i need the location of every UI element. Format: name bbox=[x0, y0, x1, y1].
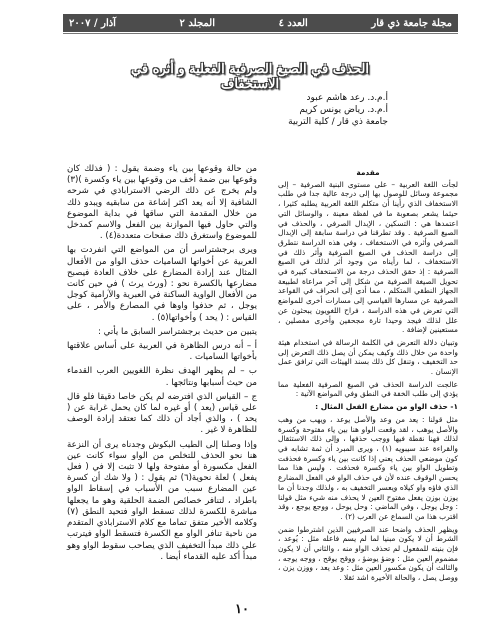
paragraph: من حالة وقوعها بين ياء وضمة يقول : ( فذلك كان وقوعها بين ضمة أخف من وقوعها بين ياء وكسرة )(٣) ولم يخرج عن ذلك الرضي الاستراباذي في شرحه الشافية إلا أنه يعد اكثر إشاعة من سابقيه ويبدو ذلك من خلال المقدمة التي ساقها في بداية الموضوع والتي حاول فيها الموازنة بين الفعل والاسم كمدخل للموضوع واستغرق ذلك صفحات متعددة(٤) . bbox=[67, 164, 257, 242]
list-item: ب – لم يظهر الهدف نظرة اللغويين العرب القدماء من حيث أسبابها ونتائجها . bbox=[67, 366, 257, 388]
paragraph: ويظهر الحذف واضحا عند الصرفيين الذين اشترطوا ضمن الشرط أن لا يكون مبنيا لما لم يسم فاعله مثل : يُوعد ، فإن بنيته للمفعول لم تحذف الواو منه ، والثاني أن لا يكون مضموم العين مثل : وضؤ يوضؤ ، ووقح يوقح ، ووجه يوجه ، والثالث أن يكون مكسور العين مثل : وعد يعد ، ووزن يزن ، ووصل يصل ، والحالة الأخيرة اشد ثقلا . bbox=[278, 524, 458, 583]
right-column bbox=[278, 164, 458, 586]
author-2: أ.م.د. رياض يونس كريم bbox=[299, 105, 388, 115]
paragraph: يتبين من حديث برجشتراسر السابق ما يأتي : bbox=[98, 326, 257, 337]
list-item: أ – أنه درس الظاهرة في العربية على أساس علاقتها بأخواتها الساميات . bbox=[67, 341, 257, 363]
author-1: أ.م.د. رعد هاشم عبود bbox=[306, 93, 388, 103]
left-column bbox=[67, 164, 257, 566]
journal-page bbox=[10, 8, 470, 632]
page-number: ١٠ bbox=[235, 602, 249, 617]
author-affiliation: جامعة ذي قار / كلية التربية bbox=[288, 117, 388, 127]
paragraph: وإذا وصلنا إلى الطيب البكوش وجدناه يرى أن النزعة هنا نحو الحذف للتخلص من الواو سواء كانت عين الفعل مكسورة أو مفتوحة ولها لا تثبت إلا في ( فعل يفعل ) لعلة نحوية(٦) ثم يقول : ( ولا شك أن كسرة عين المضارع سبب من الأسباب في إسقاط الواو باطراد ، لتنافر خصائص الضمة الحلقية وهو ما يجعلها مباشرة للكسرة لذلك تسقط الواو فتحيد النطق (٧) وكلامه الأخير متفق تماما مع كلام الاستراباذي المتقدم من ناحية تنافر الواو مع الكسرة فتسقط الواو فيترتب على ذلك مبدأ التخفيف الذي يصاحب سقوط الواو وهو مبدأ أكد عليه القدماء أيضا . bbox=[67, 439, 258, 562]
list-item: ج – القياس الذي افترضه لم يكن خاصا دقيقا فلو قال على قياس (يعد ) أو غيره لما كان يحمل غرابة عن ( يحد ) ، والذي أجاد أن ذلك كما تعتقد إرادة الوصف للظاهرة لا غير . bbox=[67, 391, 257, 436]
issue-number: العدد ٤ bbox=[278, 17, 308, 29]
header-divider bbox=[63, 33, 458, 34]
subsection-heading: ١- حذف الواو من مضارع الفعل المثال : bbox=[315, 402, 458, 412]
journal-header bbox=[63, 14, 458, 32]
section-heading: مقدمة bbox=[356, 168, 380, 177]
paragraph: مثل قولنا : يعد من وعد والأصل يوعد ، ويهب من وهب والأصل يوهب ، لقد وقعت الواو هنا بين ياء مفتوحة وكسرة لذلك فهنا نقطة فيها ووجب حذفها ، وإلى ذلك الاستثقال والقراءة عند سيبويه (١) ، ويرى المبرد أن ثمة تشابه في كون موضعي الحذف يعني إذا كانت بين ياء وكسرة فحذفت وتطويل الواو بين ياء وكسرة فحذفت . وليس هذا مما يحسن الوقوف عنده لأن في حذف الواو في الفعل المضارع الذي فاؤه واو كيلاه ويعسر التخفيف به ، ولذلك وجدنا أن ما يوزن بوزن يفعل مفتوح العين لا يحذف منه شيء مثل قولنا : وجل يوجل ، وفي الماضي : وحل يوحل ، ووجع يوجع ، وقد اقترب هذا من السماع عن العرب (٢) . bbox=[278, 414, 458, 521]
paragraph: ويرى برجشتراسر أن من المواضع التي انفردت بها العربية عن أخواتها الساميات حذف الواو من الأفعال المثال عند إرادة المضارع على خلاف العادة فيصبح مضارعها بالكسرة نحو : (ورث يرث ) في حين كانت من الأفعال الواوية الساكنة في العبرية والآرامية كوجل يوجل ، ثم حذفوا واوها في المصارع والأمر ، على القياس : ( يحد ) وأخواتها(٥) . bbox=[67, 245, 257, 323]
paragraph: عالجت الدراسة الحذف في الصيغ الصرفية الفعلية مما يؤدي إلى طلب الخفة في النطق وفي المواضع الآتية : bbox=[278, 379, 458, 399]
author-block bbox=[248, 92, 388, 128]
volume-number: المجلد ٢ bbox=[179, 17, 216, 29]
paragraph: وتبيان دلالة التعرض في الكلمة الرسالة في استخدام هيئة واحدة من خلال ذلك وكيف يمكن أن يصل ذلك التعرض إلى حد التخفيف ، وتنقل كل ذلك بسند الهيئات التي ترافق عمل الإنسان . bbox=[278, 337, 458, 377]
journal-name: مجلة جامعة ذي قار bbox=[371, 17, 452, 29]
paragraph: لجأت اللغة العربية – على مستوى البنية الصرفية – إلى مجموعة وسائل للوصول بها إلى درجة عالية جدا في طلب الاستخفاف الذي رأينا أن متكلم اللغة العربية يطلبه كثيرا ، حيثما يشعر بصعوبة ما في لفظة معينة ، والوسائل التي اعتمدها هي : التسكين ، الإبدال الصرفي ، والحذف في الصيغ الصرفية . وقد تطرقنا في دراسة سابقة إلى الإبدال الصرفي وأثره في الاستخفاف ، وفي هذه الدراسة نتطرق إلى دراسة الحذف في الصيغ الصرفية وأثر ذلك في الاستخفاف ، لما رأيناه من وجود أثر لذلك في الصيغ الصرفية : إذ حقق الحذف درجة من الاستخفاف كبيرة في تحويل الصيغة الصرفية من شكل إلى آخر مراعاة لطبيعة الجهاز النطقي المتكلم ، مما أدى إلى انحراف في القواعد الصرفية عن مسارها القياسي إلى مسارات أخرى للمواضع التي تعرض في هذه الدراسة ، فراح اللغويون يبحثون عن علل لذلك فيجد وحيدا تارة مجحفين وأخرى مفصلين ، مستعينين لإضافة . bbox=[278, 179, 458, 335]
publication-date: آذار / ٢٠٠٧ bbox=[69, 17, 116, 29]
article-title: الحذف في الصيغ الصرفية الفعلية و أثره في الاستخفاف bbox=[131, 62, 369, 92]
